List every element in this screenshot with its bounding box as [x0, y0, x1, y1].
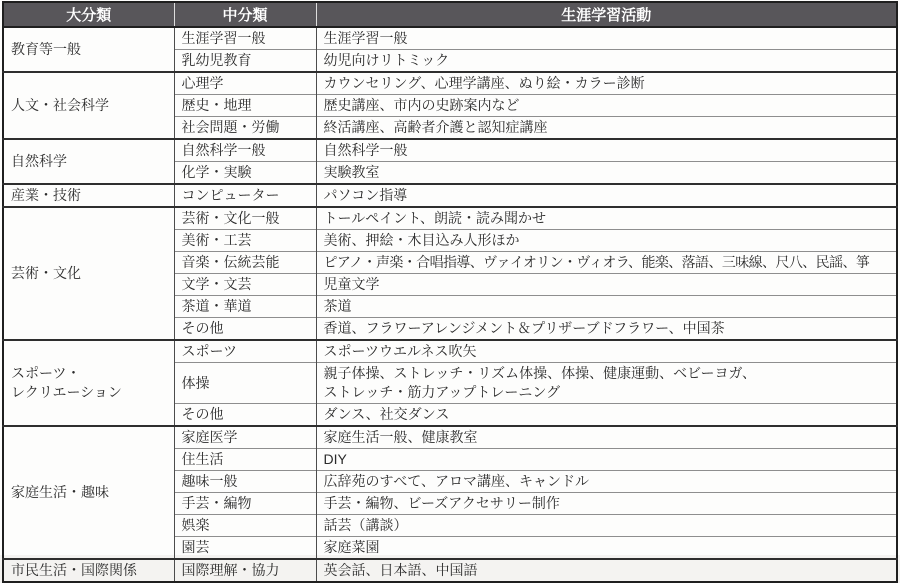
column-header-activity: 生涯学習活動: [316, 2, 897, 27]
activity-cell: 家庭生活一般、健康教室: [316, 426, 897, 449]
mid-category-cell: スポーツ: [174, 340, 316, 363]
table-row: [3, 559, 897, 582]
mid-category-cell: 園芸: [174, 537, 316, 560]
mid-category-cell: 生涯学習一般: [174, 27, 316, 50]
activity-cell: 歴史講座、市内の史跡案内など: [316, 95, 897, 117]
major-category-cell: 産業・技術: [11, 187, 81, 203]
header-row: [3, 2, 897, 27]
activity-cell: 手芸・編物、ビーズアクセサリー制作: [316, 493, 897, 515]
table-header: [3, 2, 897, 27]
mid-category-cell: 趣味一般: [174, 471, 316, 493]
activity-cell: 幼児向けリトミック: [316, 50, 897, 73]
activity-cell: 生涯学習一般: [316, 27, 897, 50]
mid-category-cell: その他: [174, 404, 316, 427]
activity-cell: 終活講座、高齢者介護と認知症講座: [316, 117, 897, 140]
major-category-line2: レクリエーション: [11, 384, 122, 400]
activity-cell: 家庭菜園: [316, 537, 897, 560]
major-category-cell: 教育等一般: [11, 41, 81, 57]
table-row: [3, 72, 897, 95]
table-body: [3, 27, 897, 582]
mid-category-cell: その他: [174, 318, 316, 341]
table-row: [3, 27, 897, 50]
table-row: [3, 340, 897, 363]
classification-table: [2, 1, 898, 583]
major-category-cell: 人文・社会科学: [11, 97, 109, 113]
mid-category-cell: 手芸・編物: [174, 493, 316, 515]
mid-category-cell: 心理学: [174, 72, 316, 95]
activity-cell: ピアノ・声楽・合唱指導、ヴァイオリン・ヴィオラ、能楽、落語、三味線、尺八、民謡、箏: [316, 252, 897, 274]
activity-cell: パソコン指導: [316, 184, 897, 207]
mid-category-cell: 娯楽: [174, 515, 316, 537]
activity-cell: 児童文学: [316, 274, 897, 296]
activity-cell: 英会話、日本語、中国語: [316, 559, 897, 582]
table-row: [3, 184, 897, 207]
mid-category-cell: 社会問題・労働: [174, 117, 316, 140]
table-row: [3, 139, 897, 162]
mid-category-cell: 文学・文芸: [174, 274, 316, 296]
mid-category-cell: 化学・実験: [174, 162, 316, 185]
activity-cell: 広辞苑のすべて、アロマ講座、キャンドル: [316, 471, 897, 493]
activity-cell: 茶道: [316, 296, 897, 318]
activity-cell: 香道、フラワーアレンジメント＆プリザーブドフラワー、中国茶: [316, 318, 897, 341]
mid-category-cell: 家庭医学: [174, 426, 316, 449]
mid-category-cell: 美術・工芸: [174, 230, 316, 252]
mid-category-cell: 茶道・華道: [174, 296, 316, 318]
mid-category-cell: 芸術・文化一般: [174, 207, 316, 230]
mid-category-cell: 住生活: [174, 449, 316, 471]
column-header-mid: 中分類: [174, 2, 316, 27]
table-row: [3, 207, 897, 230]
major-category-cell: 芸術・文化: [11, 265, 81, 281]
activity-cell: カウンセリング、心理学講座、ぬり絵・カラー診断: [316, 72, 897, 95]
activity-cell: スポーツウエルネス吹矢: [316, 340, 897, 363]
activity-cell: 自然科学一般: [316, 139, 897, 162]
major-category-line1: スポーツ・: [11, 365, 81, 381]
mid-category-cell: 体操: [174, 363, 316, 404]
mid-category-cell: 乳幼児教育: [174, 50, 316, 73]
activity-line1: 親子体操、ストレッチ・リズム体操、体操、健康運動、ベビーヨガ、: [323, 365, 756, 381]
activity-cell: トールペイント、朗読・読み聞かせ: [316, 207, 897, 230]
mid-category-cell: 国際理解・協力: [174, 559, 316, 582]
column-header-major: 大分類: [3, 2, 174, 27]
major-category-cell: 自然科学: [11, 153, 67, 169]
table-row: [3, 426, 897, 449]
activity-cell: 実験教室: [316, 162, 897, 185]
activity-line2: ストレッチ・筋力アップトレーニング: [323, 384, 561, 400]
activity-cell: 話芸（講談）: [316, 515, 897, 537]
major-category-cell: 市民生活・国際関係: [11, 562, 137, 578]
mid-category-cell: コンピューター: [174, 184, 316, 207]
mid-category-cell: 自然科学一般: [174, 139, 316, 162]
major-category-cell: [3, 340, 174, 426]
mid-category-cell: 音楽・伝統芸能: [174, 252, 316, 274]
mid-category-cell: 歴史・地理: [174, 95, 316, 117]
major-category-cell: 家庭生活・趣味: [11, 484, 109, 500]
activity-cell: [316, 363, 897, 404]
activity-cell: ダンス、社交ダンス: [316, 404, 897, 427]
activity-cell: DIY: [316, 449, 897, 471]
activity-cell: 美術、押絵・木目込み人形ほか: [316, 230, 897, 252]
